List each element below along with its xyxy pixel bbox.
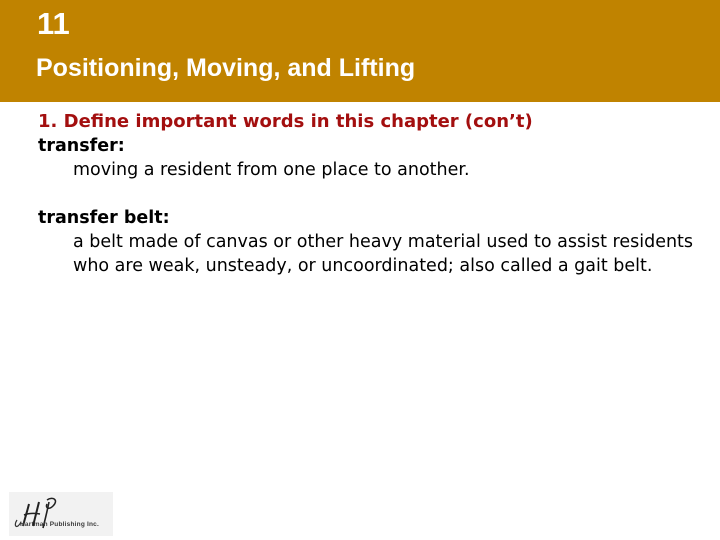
chapter-title: Positioning, Moving, and Lifting	[36, 54, 416, 82]
term-entry-transfer	[38, 134, 708, 182]
term-definition: moving a resident from one place to another.	[73, 160, 470, 180]
publisher-logo	[9, 492, 113, 536]
chapter-number: 11	[37, 6, 70, 41]
publisher-logo-text: Hartman Publishing Inc.	[20, 521, 99, 528]
term-entry-transfer-belt	[38, 206, 708, 278]
chapter-header	[0, 0, 720, 102]
term-definition: a belt made of canvas or other heavy material used to assist residents who are weak, unsteady, or uncoordinated; also called a gait belt.	[73, 232, 694, 276]
objective-heading: 1. Define important words in this chapter (con’t)	[38, 111, 533, 132]
term-label: transfer:	[38, 136, 125, 156]
slide-content	[38, 110, 708, 278]
term-label: transfer belt:	[38, 208, 170, 228]
